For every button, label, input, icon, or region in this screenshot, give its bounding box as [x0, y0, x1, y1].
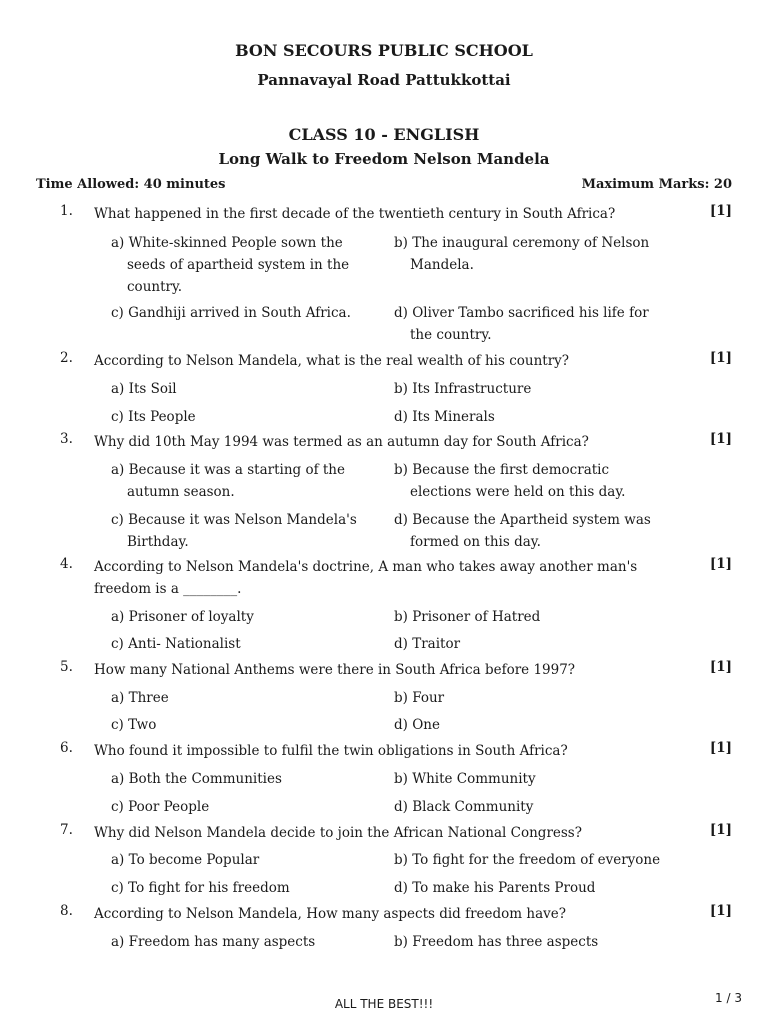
option-a: a) Prisoner of loyalty: [111, 609, 254, 625]
school-name: BON SECOURS PUBLIC SCHOOL: [235, 41, 533, 60]
question-text: How many National Anthems were there in South Africa before 1997?: [94, 662, 576, 678]
option-c: c) Poor People: [111, 799, 210, 815]
school-address: Pannavayal Road Pattukkottai: [257, 71, 511, 89]
question-number: 2.: [60, 350, 73, 366]
maximum-marks: Maximum Marks: 20: [581, 177, 732, 192]
question-number: 3.: [60, 431, 73, 447]
question-number: 7.: [60, 822, 73, 838]
page-number: 1 / 3: [715, 991, 742, 1005]
option-c: c) Anti- Nationalist: [111, 636, 241, 652]
question-marks: [1]: [709, 822, 732, 838]
option-d: d) To make his Parents Proud: [394, 880, 596, 896]
option-d: d) Black Community: [394, 799, 534, 815]
option-a: a) White-skinned People sown the seeds of apartheid system in the country.: [111, 235, 350, 295]
option-b: b) Because the first democratic elections were held on this day.: [394, 462, 626, 500]
question-text: According to Nelson Mandela, what is the real wealth of his country?: [94, 353, 570, 369]
chapter-title: Long Walk to Freedom Nelson Mandela: [218, 150, 550, 168]
option-b: b) White Community: [394, 771, 536, 787]
question-text: Why did 10th May 1994 was termed as an autumn day for South Africa?: [94, 434, 589, 450]
option-a: a) Freedom has many aspects: [111, 934, 316, 950]
question-marks: [1]: [709, 740, 732, 756]
question-number: 4.: [60, 556, 73, 572]
question-marks: [1]: [709, 203, 732, 219]
option-b: b) Its Infrastructure: [394, 381, 532, 397]
question-number: 6.: [60, 740, 73, 756]
option-b: b) The inaugural ceremony of Nelson Mandela.: [394, 235, 650, 273]
option-b: b) Four: [394, 690, 445, 706]
question-text: Why did Nelson Mandela decide to join the African National Congress?: [94, 825, 582, 841]
option-c: c) Two: [111, 717, 157, 733]
question-text: What happened in the first decade of the twentieth century in South Africa?: [94, 206, 616, 222]
option-d: d) One: [394, 717, 440, 733]
option-d: d) Its Minerals: [394, 409, 495, 425]
option-b: b) Prisoner of Hatred: [394, 609, 541, 625]
option-a: a) Three: [111, 690, 169, 706]
option-a: a) Both the Communities: [111, 771, 282, 787]
footer-message: ALL THE BEST!!!: [334, 997, 434, 1011]
option-a: a) Because it was a starting of the autumn season.: [111, 462, 345, 500]
class-subject-title: CLASS 10 - ENGLISH: [288, 125, 480, 144]
option-c: c) Because it was Nelson Mandela's Birthday.: [111, 512, 357, 550]
question-marks: [1]: [709, 350, 732, 366]
option-d: d) Oliver Tambo sacrificed his life for the country.: [394, 305, 649, 343]
question-text: According to Nelson Mandela's doctrine, A man who takes away another man's freedom is a ________.: [94, 559, 638, 597]
option-b: b) Freedom has three aspects: [394, 934, 599, 950]
option-c: c) To fight for his freedom: [111, 880, 290, 896]
option-d: d) Traitor: [394, 636, 461, 652]
time-allowed: Time Allowed: 40 minutes: [36, 177, 226, 192]
question-text: According to Nelson Mandela, How many aspects did freedom have?: [94, 906, 566, 922]
option-c: c) Gandhiji arrived in South Africa.: [111, 305, 351, 321]
question-text: Who found it impossible to fulfil the twin obligations in South Africa?: [94, 743, 568, 759]
question-marks: [1]: [709, 431, 732, 447]
question-marks: [1]: [709, 556, 732, 572]
option-d: d) Because the Apartheid system was formed on this day.: [394, 512, 651, 550]
question-number: 8.: [60, 903, 73, 919]
question-number: 5.: [60, 659, 73, 675]
option-c: c) Its People: [111, 409, 196, 425]
option-a: a) Its Soil: [111, 381, 177, 397]
question-number: 1.: [60, 203, 73, 219]
question-marks: [1]: [709, 659, 732, 675]
question-marks: [1]: [709, 903, 732, 919]
option-a: a) To become Popular: [111, 852, 260, 868]
option-b: b) To fight for the freedom of everyone: [394, 852, 661, 868]
